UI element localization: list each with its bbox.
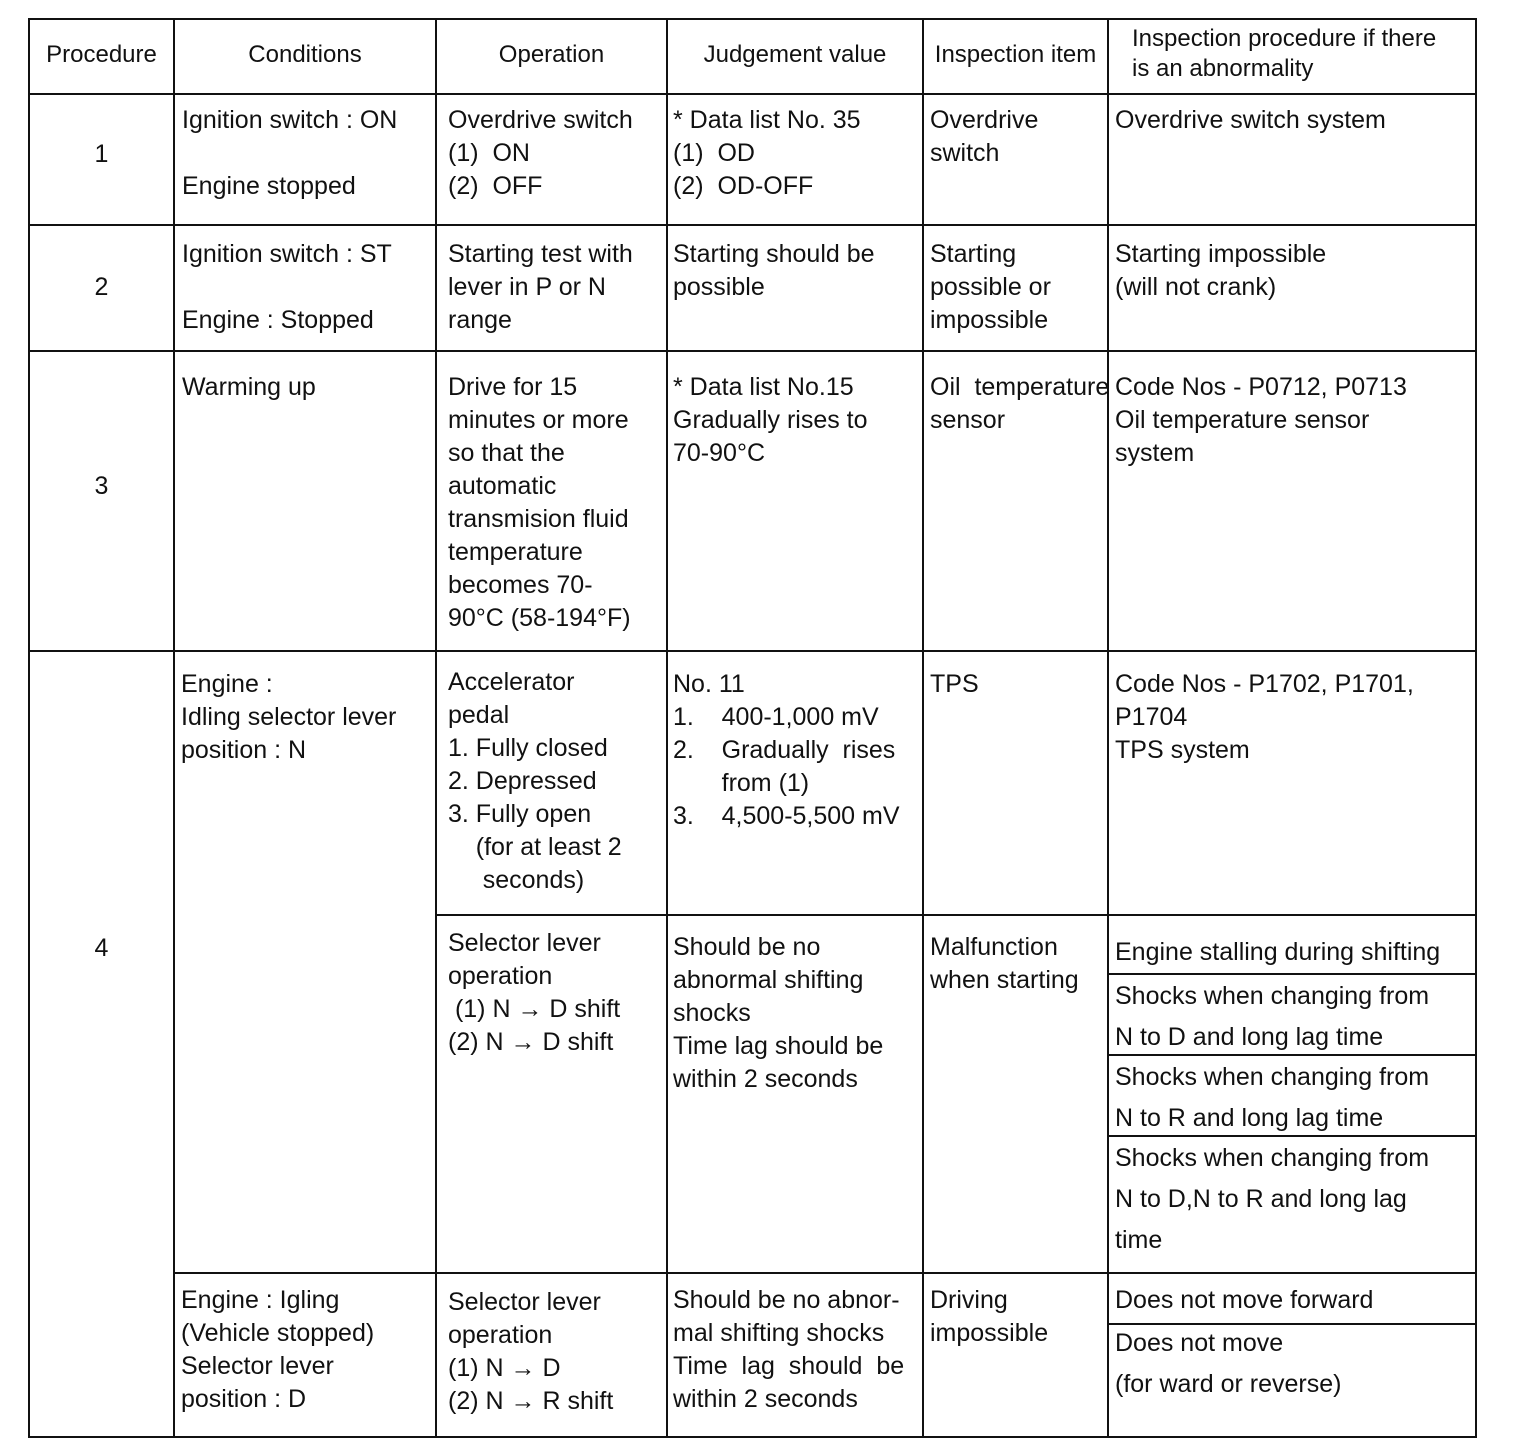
row1-judgement: * Data list No. 35 (1) OD (2) OD-OFF [673, 106, 861, 200]
row1-condition-ignition: Ignition switch : ON [182, 106, 398, 134]
row4-inspection-item-malfunction: Malfunction when starting [930, 933, 1079, 994]
row3-inspection-item: Oil temperature sensor [930, 373, 1110, 434]
row-line-header [28, 93, 1477, 95]
border-left [28, 18, 30, 1438]
row-line-1 [28, 224, 1477, 226]
row3-operation: Drive for 15 minutes or more so that the automatic transmision fluid temperature becomes 70- 90°C (58-194°F) [448, 373, 631, 632]
col-line-5 [1107, 18, 1109, 1438]
row2-judgement: Starting should be possible [673, 240, 875, 301]
row4-abnormal-procedure-tps: Code Nos - P1702, P1701, P1704 TPS system [1115, 670, 1414, 764]
row4-abnormal-no-move: Does not move (for ward or reverse) [1115, 1329, 1342, 1398]
row4-procedure-number: 4 [94, 934, 109, 962]
row4-condition-idling: Engine : Idling selector lever position : N [181, 670, 397, 764]
row4-operation-selector-d-r: Selector lever operation (1) N → D (2) N → R shift [448, 1288, 614, 1415]
row2-condition-engine: Engine : Stopped [182, 306, 374, 334]
border-top [28, 18, 1477, 20]
col-line-2 [435, 18, 437, 1438]
header-inspection-item: Inspection item [934, 41, 1097, 68]
row4-abnormal-shock-both: Shocks when changing from N to D,N to R and long lag time [1115, 1144, 1430, 1254]
proc-line-1 [1107, 973, 1477, 975]
row4-line-a [435, 914, 1477, 916]
border-bottom [28, 1436, 1477, 1438]
row4-abnormal-shock-n-r: Shocks when changing from N to R and long lag time [1115, 1063, 1430, 1132]
header-conditions: Conditions [248, 41, 362, 68]
row3-judgement: * Data list No.15 Gradually rises to 70-90°C [673, 373, 868, 467]
col-line-1 [173, 18, 175, 1438]
row-line-2 [28, 350, 1477, 352]
row1-condition-engine: Engine stopped [182, 172, 356, 200]
row3-procedure-number: 3 [94, 472, 109, 500]
row4-operation-selector: Selector lever operation (1) N → D shift (2) N → D shift [448, 929, 621, 1056]
border-right [1475, 18, 1477, 1438]
row2-condition-ignition: Ignition switch : ST [182, 240, 392, 268]
row4-inspection-item-driving: Driving impossible [930, 1286, 1049, 1347]
row4-judgement-no-shocks: Should be no abnor- mal shifting shocks Time lag should be within 2 seconds [673, 1286, 905, 1413]
row3-condition: Warming up [182, 373, 316, 401]
row4-judgement-tps: No. 11 1. 400-1,000 mV 2. Gradually rises from (1) 3. 4,500-5,500 mV [673, 670, 900, 830]
header-inspection-procedure: Inspection procedure if there is an abnormality [1132, 25, 1437, 82]
col-line-4 [922, 18, 924, 1438]
row4-judgement-shifting: Should be no abnormal shifting shocks Time lag should be within 2 seconds [673, 933, 884, 1093]
header-judgement-value: Judgement value [703, 41, 887, 68]
header-procedure: Procedure [46, 41, 157, 68]
row1-abnormal-procedure: Overdrive switch system [1115, 106, 1386, 134]
row1-operation: Overdrive switch (1) ON (2) OFF [448, 106, 633, 200]
header-operation: Operation [498, 41, 605, 68]
row2-abnormal-procedure: Starting impossible (will not crank) [1115, 240, 1327, 301]
row3-abnormal-procedure: Code Nos - P0712, P0713 Oil temperature sensor system [1115, 373, 1407, 467]
row4-abnormal-shock-n-d: Shocks when changing from N to D and long lag time [1115, 982, 1430, 1051]
inspection-table [28, 18, 1477, 1438]
row2-inspection-item: Starting possible or impossible [930, 240, 1051, 334]
row4-inspection-item-tps: TPS [930, 670, 979, 698]
row4-abnormal-no-forward: Does not move forward [1115, 1286, 1374, 1314]
col-line-3 [666, 18, 668, 1438]
row4-line-b [173, 1272, 1477, 1274]
row4-operation-accelerator: Accelerator pedal 1. Fully closed 2. Depressed 3. Fully open (for at least 2 seconds) [448, 668, 622, 894]
row1-procedure-number: 1 [94, 140, 109, 168]
row1-inspection-item: Overdrive switch [930, 106, 1039, 167]
row2-procedure-number: 2 [94, 273, 109, 301]
row2-operation: Starting test with lever in P or N range [448, 240, 633, 334]
row-line-3 [28, 650, 1477, 652]
row4-condition-vehicle-stopped: Engine : Igling (Vehicle stopped) Selector lever position : D [181, 1286, 375, 1413]
row4-abnormal-engine-stalling: Engine stalling during shifting [1115, 938, 1441, 966]
